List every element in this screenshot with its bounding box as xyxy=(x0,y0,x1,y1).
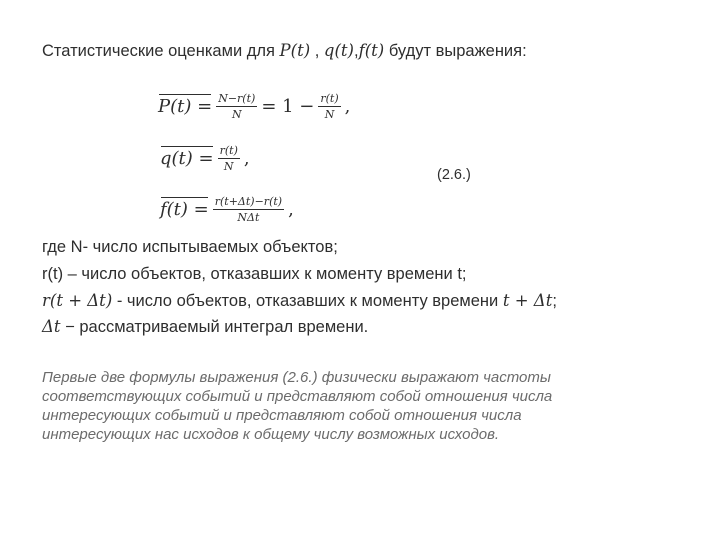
definition-text: - число объектов, отказавших к моменту времени xyxy=(112,292,503,310)
definition-line xyxy=(42,317,368,337)
fraction-denominator: N xyxy=(324,108,335,121)
definition-line xyxy=(42,291,557,311)
formula-p-mid: = 1 − xyxy=(261,96,315,117)
fraction-denominator: N xyxy=(223,160,234,173)
formula-f-lhs: f(t) = xyxy=(160,199,209,220)
formula-q-fraction xyxy=(218,144,240,173)
definition-text: где N- число испытываемых объектов; xyxy=(42,238,338,256)
formula-p-fraction-2 xyxy=(318,92,340,121)
equation-tag: (2.6.) xyxy=(437,167,471,183)
definition-symbol: t + Δt xyxy=(502,291,553,310)
formula-q xyxy=(160,144,250,173)
formula-q-lhs: q(t) = xyxy=(160,148,214,169)
heading-text: Статистические оценками для xyxy=(42,42,275,60)
fraction-denominator: N xyxy=(231,108,242,121)
definition-line xyxy=(42,265,467,284)
explanation-paragraph xyxy=(42,368,662,444)
paragraph-line: интересующих событий и представляют собой отношения числа xyxy=(42,407,522,424)
fraction-denominator: NΔt xyxy=(237,211,260,224)
heading-separator: , xyxy=(310,42,324,60)
paragraph-line: соответствующих событий и представляют собой отношения числа xyxy=(42,388,553,405)
fraction-numerator: r(t) xyxy=(219,144,238,157)
p-symbol: P(t) xyxy=(279,41,311,60)
paragraph-line: Первые две формулы выражения (2.6.) физически выражают частоты xyxy=(42,369,551,386)
definition-symbol: Δt xyxy=(42,317,61,336)
formula-q-tail: , xyxy=(243,148,250,169)
formula-f-tail: , xyxy=(288,199,294,220)
definition-line xyxy=(42,238,338,257)
formula-p-lhs: P(t) = xyxy=(158,96,213,117)
definition-tail: ; xyxy=(552,292,557,310)
fraction-numerator: r(t+Δt)−r(t) xyxy=(214,195,283,208)
formula-p-fraction-1 xyxy=(216,92,257,121)
formula-f xyxy=(160,195,294,224)
formula-p-tail: , xyxy=(344,96,351,117)
f-symbol: f(t) xyxy=(358,41,385,60)
definition-text: − рассматриваемый интеграл времени. xyxy=(60,318,369,336)
formula-p xyxy=(158,92,350,121)
fraction-numerator: N−r(t) xyxy=(218,92,256,105)
paragraph-line: интересующих нас исходов к общему числу возможных исходов. xyxy=(42,426,500,443)
definition-text: r(t) – число объектов, отказавших к моменту времени t; xyxy=(42,265,467,283)
heading-text-after: будут выражения: xyxy=(388,42,527,60)
formula-f-fraction xyxy=(213,195,284,224)
heading-line xyxy=(42,41,527,61)
fraction-numerator: r(t) xyxy=(320,92,339,105)
definition-symbol: r(t + Δt) xyxy=(42,291,113,310)
heading-separator: , xyxy=(354,42,359,60)
q-symbol: q(t) xyxy=(323,41,354,60)
